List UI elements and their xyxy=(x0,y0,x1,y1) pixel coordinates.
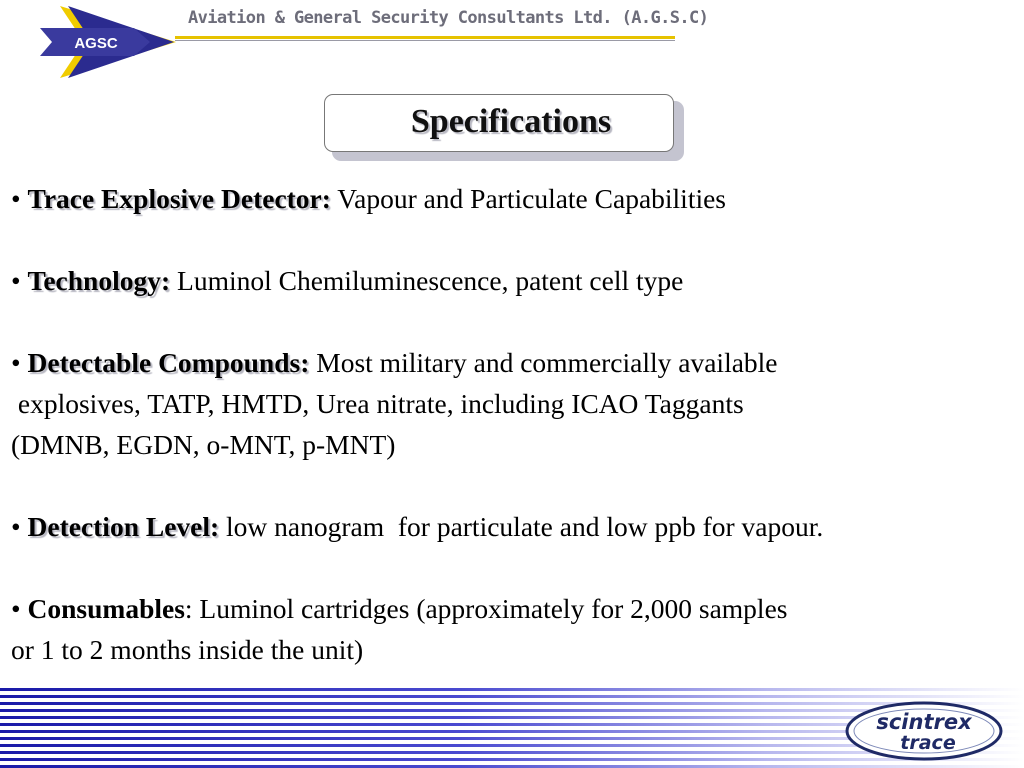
spec-term: Detectable Compounds: xyxy=(27,347,310,378)
page-title: Specifications xyxy=(410,103,612,140)
spec-item-consumables xyxy=(11,588,1021,670)
spec-term: Detection Level: xyxy=(27,511,220,542)
header-rule xyxy=(175,36,675,39)
spec-value: Most military and commercially available xyxy=(309,347,778,378)
bullet: • xyxy=(11,593,21,624)
spec-item-technology xyxy=(11,260,1021,301)
spec-line: explosives, TATP, HMTD, Urea nitrate, including ICAO Taggants xyxy=(11,388,744,419)
spec-value: : Luminol cartridges (approximately for 2,000 samples xyxy=(184,593,788,624)
spec-item-detection-level xyxy=(11,506,1021,547)
spec-line xyxy=(11,588,1021,629)
agsc-logo xyxy=(38,4,178,80)
agsc-logo-text: AGSC xyxy=(74,35,118,52)
bullet: • xyxy=(11,183,21,214)
spec-item-compounds xyxy=(11,342,1021,465)
spec-line xyxy=(11,342,1021,383)
bullet: • xyxy=(11,265,21,296)
spec-list xyxy=(11,178,1021,670)
bullet: • xyxy=(11,347,21,378)
company-name: Aviation & General Security Consultants Ltd. (A.G.S.C) xyxy=(188,8,709,28)
header-rule-underline xyxy=(175,40,675,41)
spec-term: Technology: xyxy=(27,265,171,296)
spec-value: Vapour and Particulate Capabilities xyxy=(330,183,727,214)
scintrex-logo-line1: scintrex xyxy=(876,710,972,734)
bullet: • xyxy=(11,511,21,542)
spec-line: (DMNB, EGDN, o-MNT, p-MNT) xyxy=(11,429,396,460)
spec-value: low nanogram for particulate and low ppb for vapour. xyxy=(219,511,824,542)
title-box xyxy=(324,94,674,152)
spec-item-detector xyxy=(11,178,1021,219)
spec-term: Trace Explosive Detector: xyxy=(27,183,331,214)
spec-value: Luminol Chemiluminescence, patent cell type xyxy=(170,265,684,296)
spec-term: Consumables xyxy=(27,593,185,624)
scintrex-trace-logo xyxy=(844,700,1004,762)
spec-line: or 1 to 2 months inside the unit) xyxy=(11,634,364,665)
scintrex-logo-line2: trace xyxy=(900,732,956,754)
